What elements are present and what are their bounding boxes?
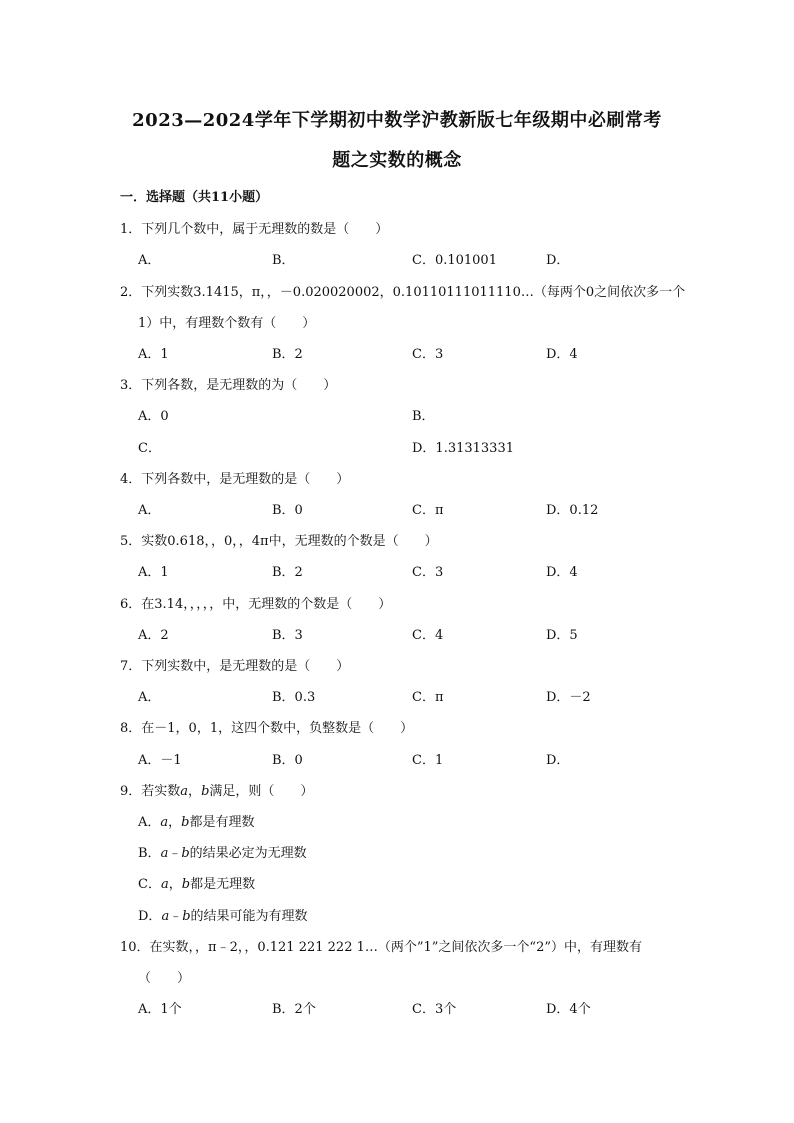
variable-a: a (160, 846, 169, 861)
option-text: 的结果必定为无理数 (189, 846, 307, 861)
question-4-option-d: D．0.12 (546, 503, 599, 518)
variable-b: b (181, 815, 190, 830)
variable-b: b (181, 846, 190, 861)
question-3-stem: 3．下列各数，是无理数的为（ ） (120, 378, 337, 393)
question-2-option-d: D．4 (546, 347, 578, 362)
variable-b: b (182, 909, 191, 924)
question-3-option-d: D．1.31313331 (412, 441, 514, 456)
question-7-option-a: A． (138, 690, 161, 705)
question-10-stem-continued: （ ） (138, 971, 191, 986)
question-5-option-a: A．1 (138, 565, 169, 580)
question-1-option-a: A． (138, 253, 161, 268)
question-6-option-a: A．2 (138, 628, 169, 643)
question-7-option-d: D．－2 (546, 690, 591, 705)
question-9-option-a (138, 811, 255, 830)
option-label: A． (138, 815, 161, 830)
question-7-option-b: B．0.3 (272, 690, 316, 705)
question-6-stem: 6．在3.14，，，，，中，无理数的个数是（ ） (120, 597, 392, 612)
question-1-option-c: C．0.101001 (412, 253, 497, 268)
question-10-stem: 10．在实数，，π﹣2，，0.121 221 222 1…（两个”1”之间依次多一个“2”）中，有理数有 (120, 940, 642, 955)
variable-a: a (160, 815, 169, 830)
question-4-option-c: C．π (412, 503, 444, 518)
question-7-stem: 7．下列实数中，是无理数的是（ ） (120, 659, 350, 674)
question-2-stem-continued: 1）中，有理数个数有（ ） (138, 316, 316, 331)
option-text: 的结果可能为有理数 (190, 909, 308, 924)
question-9-stem-separator: ， (188, 784, 202, 799)
option-text: 都是有理数 (189, 815, 255, 830)
section-heading: 一．选择题（共11小题） (120, 190, 269, 205)
question-9-stem (120, 780, 313, 799)
variable-b: b (181, 877, 191, 892)
variable-a: a (180, 784, 189, 799)
document-title-line-1: 2023—2024学年下学期初中数学沪教新版七年级期中必刷常考 (132, 110, 662, 131)
option-separator: ﹣ (168, 846, 182, 861)
question-4-stem: 4．下列各数中，是无理数的是（ ） (120, 472, 350, 487)
question-5-option-d: D．4 (546, 565, 578, 580)
question-6-option-c: C．4 (412, 628, 444, 643)
question-1-option-d: D． (546, 253, 570, 268)
question-6-option-d: D．5 (546, 628, 578, 643)
option-text: 都是无理数 (190, 877, 256, 892)
question-10-option-c: C．3个 (412, 1002, 457, 1017)
question-8-option-b: B．0 (272, 753, 303, 768)
question-3-option-c: C． (138, 441, 161, 456)
question-2-option-b: B．2 (272, 347, 303, 362)
question-9-stem-suffix: 满足，则（ ） (209, 784, 314, 799)
question-5-stem: 5．实数0.618，，0，，4π中，无理数的个数是（ ） (120, 534, 438, 549)
option-separator: ， (168, 877, 182, 892)
question-5-option-b: B．2 (272, 565, 303, 580)
question-2-stem: 2．下列实数3.1415，π，，－0.020020002，0.10110111011110…（每两个0之间依次多一个 (120, 285, 686, 300)
question-10-option-b: B．2个 (272, 1002, 316, 1017)
variable-a: a (161, 909, 170, 924)
question-7-option-c: C．π (412, 690, 444, 705)
document-title-line-2: 题之实数的概念 (332, 150, 462, 171)
option-separator: ﹣ (169, 909, 183, 924)
question-2-option-c: C．3 (412, 347, 444, 362)
question-2-option-a: A．1 (138, 347, 169, 362)
question-6-option-b: B．3 (272, 628, 303, 643)
question-1-option-b: B． (272, 253, 295, 268)
question-5-option-c: C．3 (412, 565, 444, 580)
question-8-option-a: A．－1 (138, 753, 182, 768)
question-9-option-d (138, 905, 308, 924)
question-8-option-d: D． (546, 753, 570, 768)
question-10-option-a: A．1个 (138, 1002, 182, 1017)
variable-b: b (201, 784, 210, 799)
question-9-option-c (138, 873, 255, 892)
question-9-stem-prefix: 9．若实数 (120, 784, 181, 799)
option-label: D． (138, 909, 162, 924)
option-separator: ， (168, 815, 182, 830)
question-3-option-a: A．0 (138, 409, 169, 424)
question-1-stem: 1．下列几个数中，属于无理数的数是（ ） (120, 222, 389, 237)
variable-a: a (160, 877, 169, 892)
question-4-option-a: A． (138, 503, 161, 518)
question-10-option-d: D．4个 (546, 1002, 591, 1017)
question-3-option-b: B． (412, 409, 435, 424)
question-9-option-b (138, 842, 307, 861)
question-8-option-c: C．1 (412, 753, 444, 768)
option-label: C． (138, 877, 161, 892)
question-8-stem: 8．在－1，0，1，这四个数中，负整数是（ ） (120, 721, 414, 736)
option-label: B． (138, 846, 161, 861)
question-4-option-b: B．0 (272, 503, 303, 518)
